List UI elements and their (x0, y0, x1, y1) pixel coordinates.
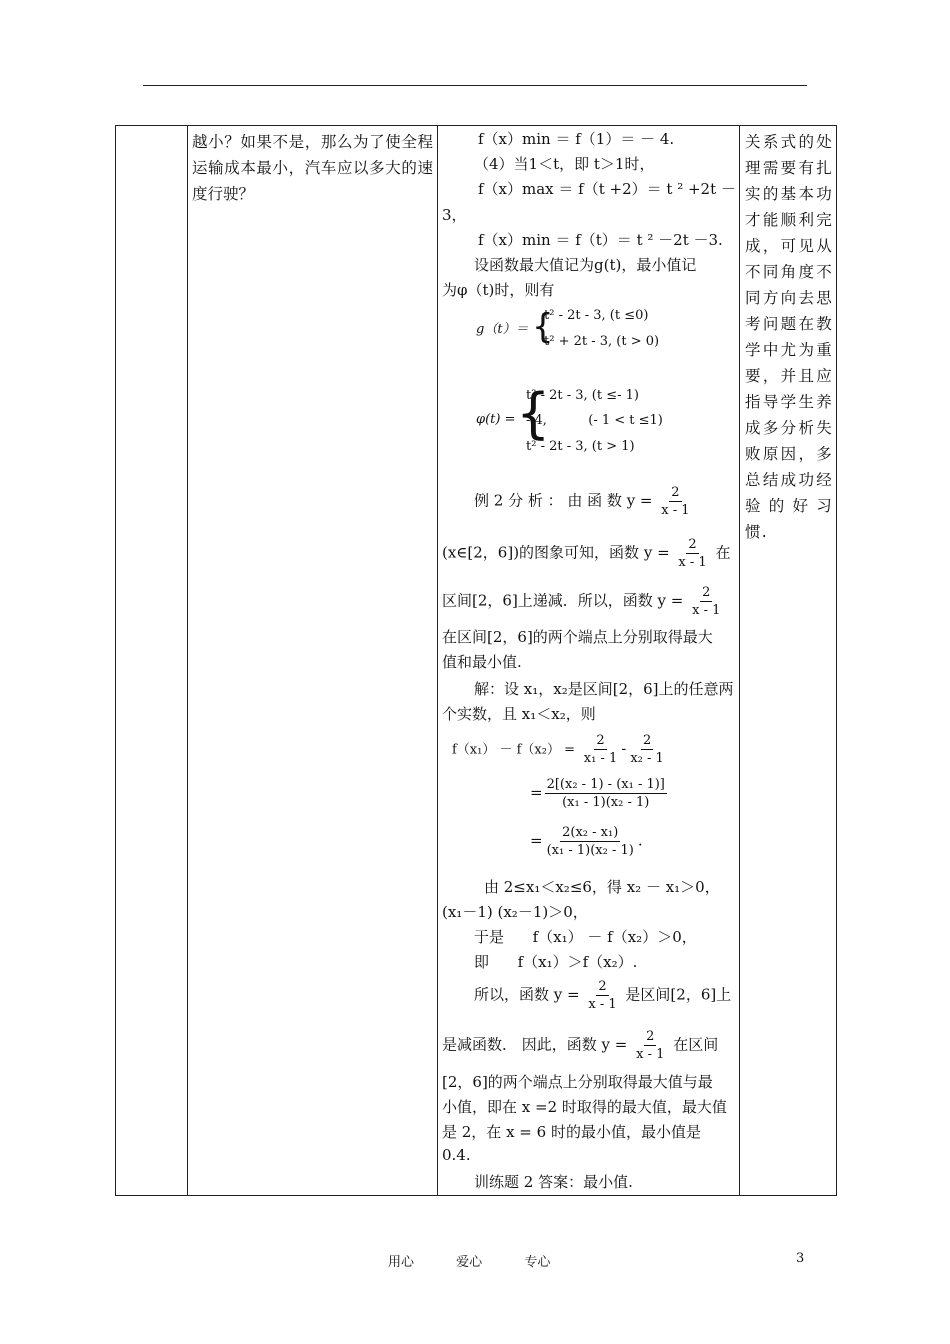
line-define-b: 为φ（t)时，则有 (442, 281, 555, 299)
g-case1: t² - 2t - 3, (t ≤0) (544, 308, 649, 323)
sol-line2: 个实数，且 x₁＜x₂，则 (442, 705, 596, 723)
page-footer (388, 1251, 588, 1270)
line-fmax: f（x）max ＝ f（t +2）＝ t ² +2t － (478, 180, 736, 198)
ex2-line3-text: 区间[2，6]上递减．所以，函数 y = (442, 591, 684, 610)
fraction-num: 2 (646, 1029, 655, 1044)
fraction (634, 1028, 666, 1063)
fraction-num: 2 (688, 537, 697, 552)
fraction-den: (x₁ - 1)(x₂ - 1) (546, 843, 634, 858)
commentary-text: 关系式的处理需要有扎实的基本功才能顺利完成，可见从不同角度不同方向去思考问题在教学中尤为重要，并且应指导学生养成多分析失败原因，多总结成功经验的好习惯. (745, 133, 833, 541)
fraction (628, 732, 665, 767)
phi-brace: { (516, 382, 551, 445)
ex2-line2-tail: 在 (715, 543, 731, 562)
fraction (545, 776, 667, 811)
phi-case2: - 4, (- 1 < t ≤1) (526, 413, 663, 428)
fraction (690, 584, 722, 619)
solution-cell (438, 126, 740, 1196)
fraction-den: x - 1 (678, 555, 707, 570)
sol-line1: 解：设 x₁，x₂是区间[2，6]上的任意两 (474, 680, 734, 698)
diff-line2: = $\frac{\text{2[(x₂ - 1) - (x₁ - 1)]}}{\text{(x₁ - 1)(x₂ - 1)}}$ (530, 777, 665, 810)
line-fmin2: f（x）min ＝ f（t）＝ t ² －2t －3. (478, 231, 723, 249)
diff-line3: = $\frac{\text{2(x₂ - x₁)}}{\text{(x₁ - 1)(x₂ - 1)}}$ . (530, 825, 643, 858)
commentary-cell (740, 126, 837, 1196)
footer-word-3: 专心 (524, 1255, 551, 1270)
phi-case1: t² - 2t - 3, (t ≤- 1) (526, 388, 639, 403)
ex2-text: 例 2 分 析 ： 由 函 数 y = (474, 491, 653, 510)
question-text: 越小？如果不是，那么为了使全程运输成本最小，汽车应以多大的速度行驶？ (192, 133, 433, 203)
g-label: g（t）＝ (476, 322, 529, 337)
concl-line5: 是 2，在 x = 6 时的最小值，最小值是 (442, 1123, 701, 1141)
diff-line1: f（x₁） － f（x₂） = $\frac{2}{\text{x₁ - 1}}$ - $\frac{2}{\text{x₂ - 1}}$ (452, 733, 664, 766)
fraction-den: x - 1 (588, 997, 617, 1012)
ex2-line1 (474, 484, 694, 519)
diff-lhs: f（x₁） － f（x₂） = (452, 742, 575, 758)
fraction-num: 2 (642, 733, 652, 748)
concl-line1-tail: 是区间[2，6]上 (625, 985, 732, 1004)
ineq-line1: 由 2≤x₁＜x₂≤6，得 x₂ － x₁＞0， (484, 878, 720, 896)
line-fmax-cont: 3， (442, 206, 467, 224)
footer-word-1: 用心 (388, 1255, 415, 1270)
line-define-a: 设函数最大值记为g(t)，最小值记 (474, 256, 697, 274)
line-fmin1: f（x）min ＝ f（1）＝ － 4. (478, 130, 675, 148)
fraction-den: x - 1 (692, 603, 721, 618)
ex2-line2-text: (x∈[2，6])的图象可知，函数 y = (442, 543, 670, 562)
question-cell (188, 126, 438, 1196)
fraction (582, 732, 619, 767)
fraction-den: x₁ - 1 (583, 751, 618, 766)
g-brace: { (532, 307, 554, 347)
ex2-line5: 值和最小值. (442, 653, 522, 671)
phi-label: φ(t) = (476, 412, 516, 427)
fraction-num: 2 (702, 585, 711, 600)
blank-cell (116, 126, 188, 1196)
ex2-line4: 在区间[2，6]的两个端点上分别取得最大 (442, 628, 713, 646)
header-rule (143, 85, 807, 86)
concl-line1-text: 所以，函数 y = (474, 985, 580, 1004)
concl-line6: 0.4. (442, 1146, 471, 1164)
page-number: 3 (796, 1251, 805, 1266)
fraction (676, 536, 708, 571)
lesson-table (115, 125, 837, 1196)
phi-case3: t² - 2t - 3, (t > 1) (526, 439, 635, 454)
line-case4: （4）当1＜t，即 t＞1时， (474, 155, 655, 173)
fraction-num: 2(x₂ - x₁) (562, 825, 619, 840)
fraction-den: (x₁ - 1)(x₂ - 1) (562, 795, 650, 810)
fraction-num: 2[(x₂ - 1) - (x₁ - 1)] (546, 777, 665, 792)
g-case2: t² + 2t - 3, (t > 0) (544, 334, 660, 349)
concl-line4: 小值，即在 x =2 时取得的最大值，最大值 (442, 1098, 727, 1116)
footer-word-2: 爱心 (456, 1255, 483, 1270)
concl-line2-tail: 在区间 (673, 1035, 719, 1054)
concl-line3: [2，6]的两个端点上分别取得最大值与最 (442, 1073, 713, 1091)
concl-line2 (442, 1028, 718, 1063)
answer-line: 训练题 2 答案：最小值. (474, 1173, 633, 1191)
fraction-den: x - 1 (661, 503, 690, 518)
ineq-line4: 即 f（x₁）＞f（x₂）. (474, 953, 638, 971)
concl-line1 (474, 978, 731, 1013)
ex2-line3 (442, 584, 724, 619)
ex2-line2 (442, 536, 730, 571)
fraction (659, 484, 691, 519)
ineq-line2: (x₁－1) (x₂－1)＞0， (442, 903, 588, 921)
fraction (545, 824, 636, 859)
fraction (586, 978, 618, 1013)
ineq-line3: 于是 f（x₁） － f（x₂）＞0， (474, 928, 697, 946)
fraction-num: 2 (671, 485, 680, 500)
fraction-num: 2 (596, 733, 605, 748)
fraction-den: x - 1 (636, 1047, 665, 1062)
fraction-num: 2 (598, 979, 607, 994)
fraction-den: x₂ - 1 (630, 751, 664, 766)
concl-line2-text: 是减函数． 因此，函数 y = (442, 1035, 628, 1054)
